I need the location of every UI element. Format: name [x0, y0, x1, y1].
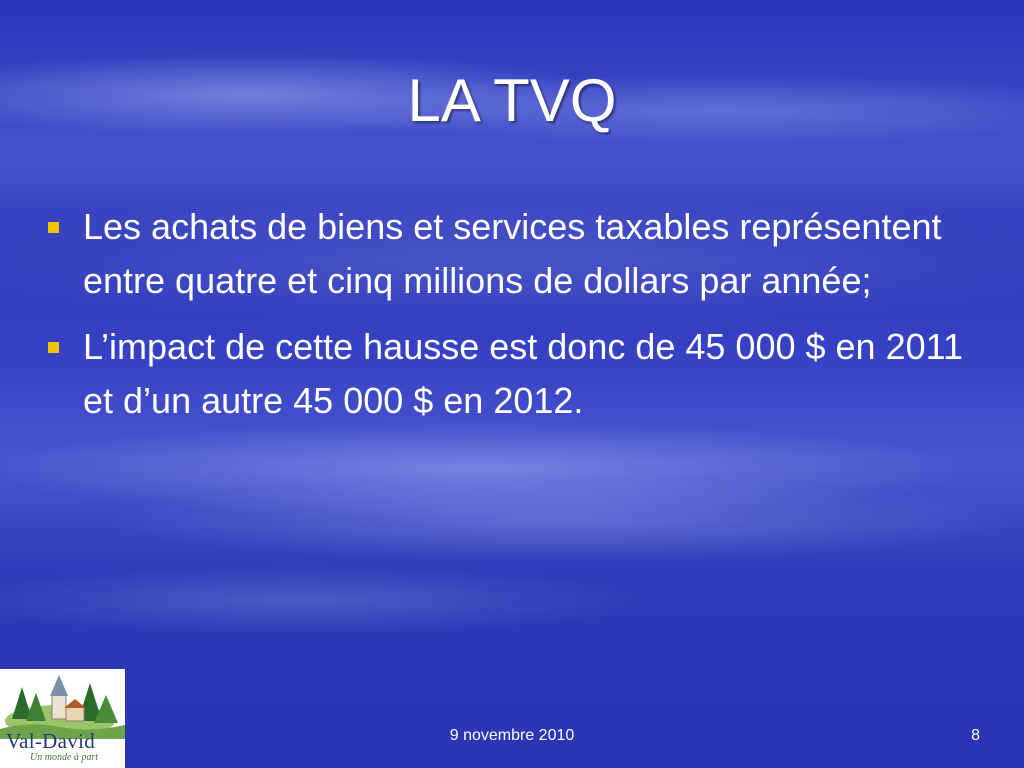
bullet-text: Les achats de biens et services taxables représentent entre quatre et cinq millions de dollars par année; — [83, 206, 942, 301]
page-number: 8 — [971, 727, 980, 744]
logo-name: Val-David — [6, 729, 96, 753]
bullet-text: L’impact de cette hausse est donc de 45 000 $ en 2011 et d’un autre 45 000 $ en 2012. — [83, 326, 963, 421]
slide-title: LA TVQ — [407, 67, 617, 134]
logo-tagline: Un monde à part — [30, 752, 99, 763]
val-david-logo — [0, 669, 125, 768]
footer-date: 9 novembre 2010 — [449, 727, 575, 744]
square-bullet-icon — [48, 342, 59, 353]
bullet-item — [42, 320, 992, 428]
bullet-item — [42, 200, 992, 308]
bullet-list — [42, 200, 992, 440]
square-bullet-icon — [48, 222, 59, 233]
